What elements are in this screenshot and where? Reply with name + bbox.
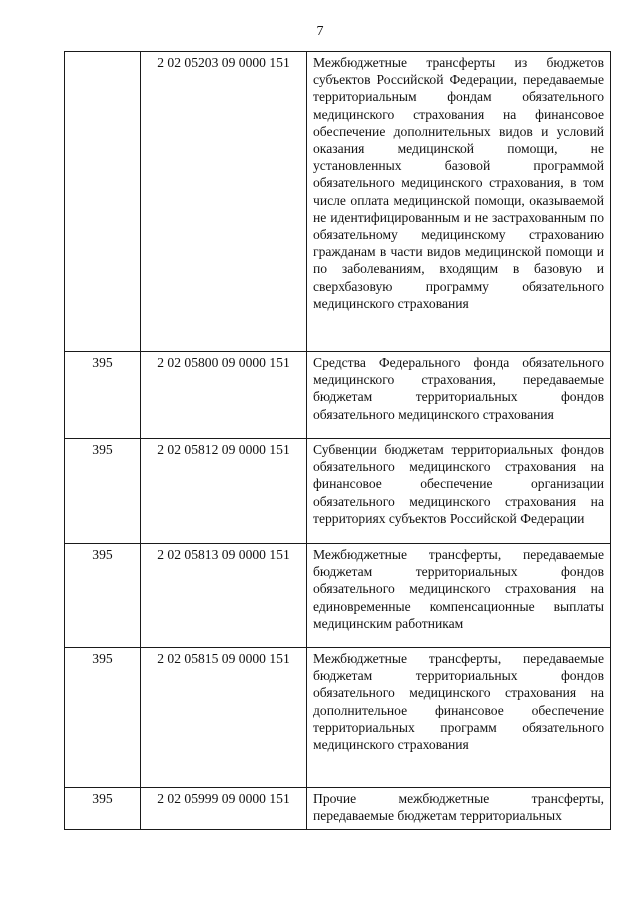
admin-code-cell: 395 xyxy=(65,544,141,648)
budget-classification-code-cell: 2 02 05812 09 0000 151 xyxy=(141,439,307,544)
page-number: 7 xyxy=(316,24,324,39)
table-row xyxy=(65,52,611,352)
income-description-cell: Межбюджетные трансферты из бюджетов субъектов Российской Федерации, передаваемые территориальным фондам обязательного медицинского страхования на финансовое обеспечение дополнительных видов и условий оказания медицинской помощи, не установленных базовой программой обязательного медицинского страхования, в том числе оплата медицинской помощи, оказываемой не идентифицированным и не застрахованным по обязательному медицинскому страхованию гражданам в части видов медицинской помощи и по заболеваниям, входящим в базовую и сверхбазовую программу обязательного медицинского страхования xyxy=(307,52,611,352)
admin-code-cell: 395 xyxy=(65,648,141,788)
table-row xyxy=(65,352,611,439)
admin-code-cell: 395 xyxy=(65,352,141,439)
income-description-cell: Средства Федерального фонда обязательного медицинского страхования, передаваемые бюджетам территориальных фондов обязательного медицинского страхования xyxy=(307,352,611,439)
income-description-cell: Субвенции бюджетам территориальных фондов обязательного медицинского страхования на финансовое обеспечение организации обязательного медицинского страхования на территориях субъектов Российской Федерации xyxy=(307,439,611,544)
income-description-cell: Межбюджетные трансферты, передаваемые бюджетам территориальных фондов обязательного медицинского страхования на дополнительное финансовое обеспечение территориальных программ обязательного медицинского страхования xyxy=(307,648,611,788)
budget-classification-code-cell: 2 02 05800 09 0000 151 xyxy=(141,352,307,439)
budget-classification-code-cell: 2 02 05815 09 0000 151 xyxy=(141,648,307,788)
admin-code-cell: 395 xyxy=(65,788,141,830)
income-description-cell: Межбюджетные трансферты, передаваемые бюджетам территориальных фондов обязательного медицинского страхования на единовременные компенсационные выплаты медицинским работникам xyxy=(307,544,611,648)
budget-classification-code-cell: 2 02 05203 09 0000 151 xyxy=(141,52,307,352)
income-description-cell: Прочие межбюджетные трансферты, передаваемые бюджетам территориальных xyxy=(307,788,611,830)
table-row xyxy=(65,648,611,788)
budget-classification-code-cell: 2 02 05999 09 0000 151 xyxy=(141,788,307,830)
table-row xyxy=(65,439,611,544)
table-row xyxy=(65,788,611,830)
admin-code-cell: 395 xyxy=(65,439,141,544)
budget-classification-code-cell: 2 02 05813 09 0000 151 xyxy=(141,544,307,648)
admin-code-cell xyxy=(65,52,141,352)
budget-codes-table xyxy=(64,51,611,830)
table-row xyxy=(65,544,611,648)
